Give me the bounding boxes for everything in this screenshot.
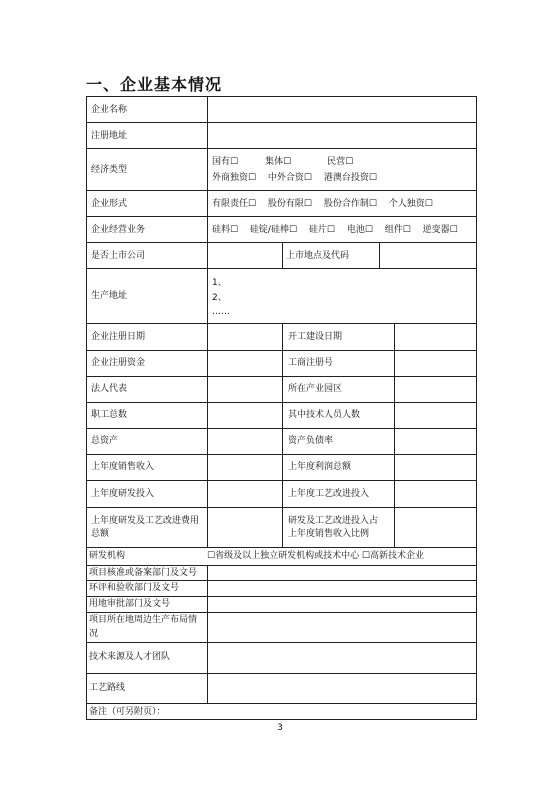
tech-staff-label: 其中技术人员人数: [288, 410, 361, 420]
approval-dept-label: 项目核准或备案部门及文号: [89, 568, 198, 578]
listed-label: 是否上市公司: [91, 251, 146, 261]
production-address-label: 生产地址: [91, 291, 128, 301]
land-dept-label: 用地审批部门及文号: [89, 599, 171, 609]
last-year-sales-label: 上年度销售收入: [91, 462, 155, 472]
rd-institution-options: ☐省级及以上独立研发机构或技术中心 ☐高新技术企业: [207, 551, 424, 561]
reg-capital-label: 企业注册资金: [91, 358, 146, 368]
layout-label-line-1: 项目所在地周边生产布局情: [89, 615, 198, 625]
col-rule: [282, 242, 283, 268]
row-rule: [86, 547, 477, 548]
rd-total-label-line-2: 总额: [91, 529, 110, 539]
production-address-line-1: 1、: [212, 278, 227, 288]
row-rule: [86, 565, 477, 566]
row-rule: [86, 673, 477, 674]
reg-date-label: 企业注册日期: [91, 332, 146, 342]
rd-ratio-label-line-1: 研发及工艺改进投入占: [288, 516, 379, 526]
last-year-profit-label: 上年度利润总额: [288, 462, 352, 472]
last-year-rd-label: 上年度研发投入: [91, 489, 155, 499]
production-address-line-3: ……: [212, 307, 230, 317]
rd-institution-label: 研发机构: [89, 551, 126, 561]
row-rule: [86, 612, 477, 613]
enterprise-form-label: 企业形式: [91, 199, 128, 209]
rd-total-label-line-1: 上年度研发及工艺改进费用: [91, 516, 200, 526]
row-rule: [86, 580, 477, 581]
business-scope-label: 企业经营业务: [91, 225, 146, 235]
total-staff-label: 职工总数: [91, 410, 128, 420]
remarks-label: 备注（可另附页）：: [89, 707, 166, 717]
business-scope-options: 硅料☐ 硅锭/硅棒☐ 硅片☐ 电池☐ 组件☐ 逆变器☐: [212, 225, 458, 235]
col-rule: [282, 323, 283, 547]
layout-label-line-2: 况: [89, 629, 99, 639]
row-rule: [86, 642, 477, 643]
row-rule: [86, 148, 477, 149]
registered-address-label: 注册地址: [91, 131, 128, 141]
listing-location-label: 上市地点及代码: [286, 251, 350, 261]
construction-start-label: 开工建设日期: [288, 332, 343, 342]
col-rule: [394, 323, 395, 547]
col-rule: [379, 242, 380, 268]
row-rule: [86, 268, 477, 269]
economic-type-options-1: 国有☐ 集体☐ 民营☐: [212, 157, 354, 167]
company-name-label: 企业名称: [91, 105, 128, 115]
industrial-park-label: 所在产业园区: [288, 384, 343, 394]
section-title: 一、企业基本情况: [86, 75, 223, 94]
col-rule: [207, 96, 208, 547]
process-route-label: 工艺路线: [89, 683, 126, 693]
eia-dept-label: 环评和验收部门及文号: [89, 583, 180, 593]
economic-type-label: 经济类型: [91, 165, 128, 175]
row-rule: [86, 703, 477, 704]
last-year-process-label: 上年度工艺改进投入: [288, 489, 370, 499]
page-number: 3: [277, 723, 283, 733]
table-border-top: [86, 96, 477, 97]
row-rule: [86, 190, 477, 191]
economic-type-options-2: 外商独资☐ 中外合资☐ 港澳台投资☐: [212, 173, 377, 183]
enterprise-form-options: 有限责任☐ 股份有限☐ 股份合作制☐ 个人独资☐: [212, 199, 433, 209]
table-border-bottom: [86, 719, 477, 720]
row-rule: [86, 596, 477, 597]
production-address-line-2: 2、: [212, 293, 227, 303]
tech-source-label: 技术来源及人才团队: [89, 652, 171, 662]
col-rule: [207, 565, 208, 703]
row-rule: [86, 216, 477, 217]
debt-ratio-label: 资产负债率: [288, 436, 334, 446]
legal-rep-label: 法人代表: [91, 384, 128, 394]
row-rule: [86, 122, 477, 123]
total-assets-label: 总资产: [91, 436, 119, 446]
business-reg-no-label: 工商注册号: [288, 358, 334, 368]
rd-ratio-label-line-2: 上年度销售收入比例: [288, 529, 370, 539]
